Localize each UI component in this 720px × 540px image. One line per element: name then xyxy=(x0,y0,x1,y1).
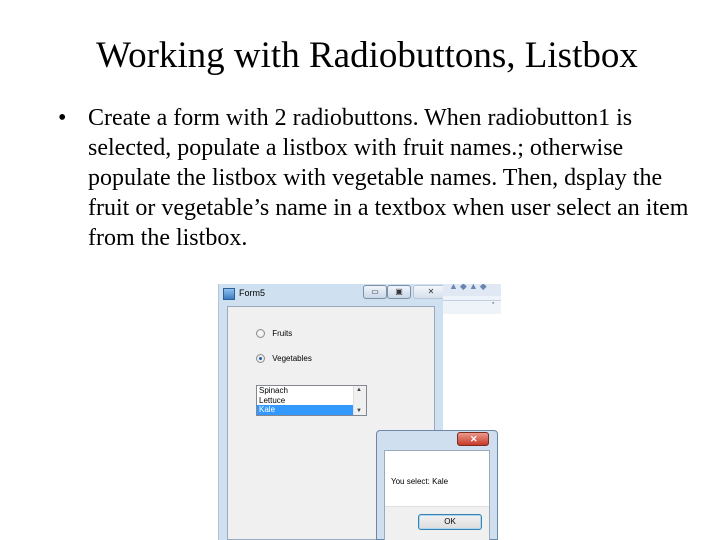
panel-fragment-icon: ▪ xyxy=(492,300,495,307)
list-item[interactable]: Lettuce xyxy=(259,395,286,405)
produce-listbox[interactable] xyxy=(256,385,367,416)
minimize-button[interactable] xyxy=(363,285,387,299)
radio-vegetables-label: Vegetables xyxy=(272,354,312,364)
radio-vegetables[interactable] xyxy=(256,354,312,363)
message-client xyxy=(384,450,490,540)
app-icon xyxy=(223,288,235,300)
toolbar-icons: ▲◆▲◆ xyxy=(449,284,489,291)
message-text: You select: Kale xyxy=(391,477,449,486)
maximize-icon: ▣ xyxy=(395,287,403,296)
radio-fruits[interactable] xyxy=(256,329,292,338)
message-close-button[interactable] xyxy=(457,432,489,446)
list-item[interactable]: Spinach xyxy=(259,386,288,395)
maximize-button[interactable] xyxy=(387,285,411,299)
close-icon: ✕ xyxy=(427,287,435,296)
bullet-marker: • xyxy=(58,105,67,131)
scroll-down-icon[interactable]: ▼ xyxy=(356,408,362,414)
slide-title: Working with Radiobuttons, Listbox xyxy=(96,35,638,76)
window-title: Form5 xyxy=(239,288,266,298)
close-icon: ✕ xyxy=(470,434,478,444)
ok-button[interactable]: OK xyxy=(418,514,482,530)
radio-fruits-label: Fruits xyxy=(272,329,293,339)
message-footer xyxy=(385,506,489,540)
radio-fruits-circle[interactable] xyxy=(256,329,265,338)
list-item-selected[interactable]: Kale xyxy=(257,405,355,415)
scroll-up-icon[interactable]: ▲ xyxy=(356,387,362,393)
bullet-text: Create a form with 2 radiobuttons. When radiobutton1 is selected, populate a listbox with fruit names.; otherwise populate the listbox with vegetable names. Then, dsplay the fruit or vegetable’s name in a textbox when user select an item from the listbox. xyxy=(88,105,689,251)
background-toolbar xyxy=(443,284,501,296)
minimize-icon: ▭ xyxy=(371,287,379,296)
listbox-scrollbar[interactable] xyxy=(353,386,366,415)
message-box xyxy=(376,430,498,540)
radio-vegetables-circle[interactable] xyxy=(256,354,265,363)
